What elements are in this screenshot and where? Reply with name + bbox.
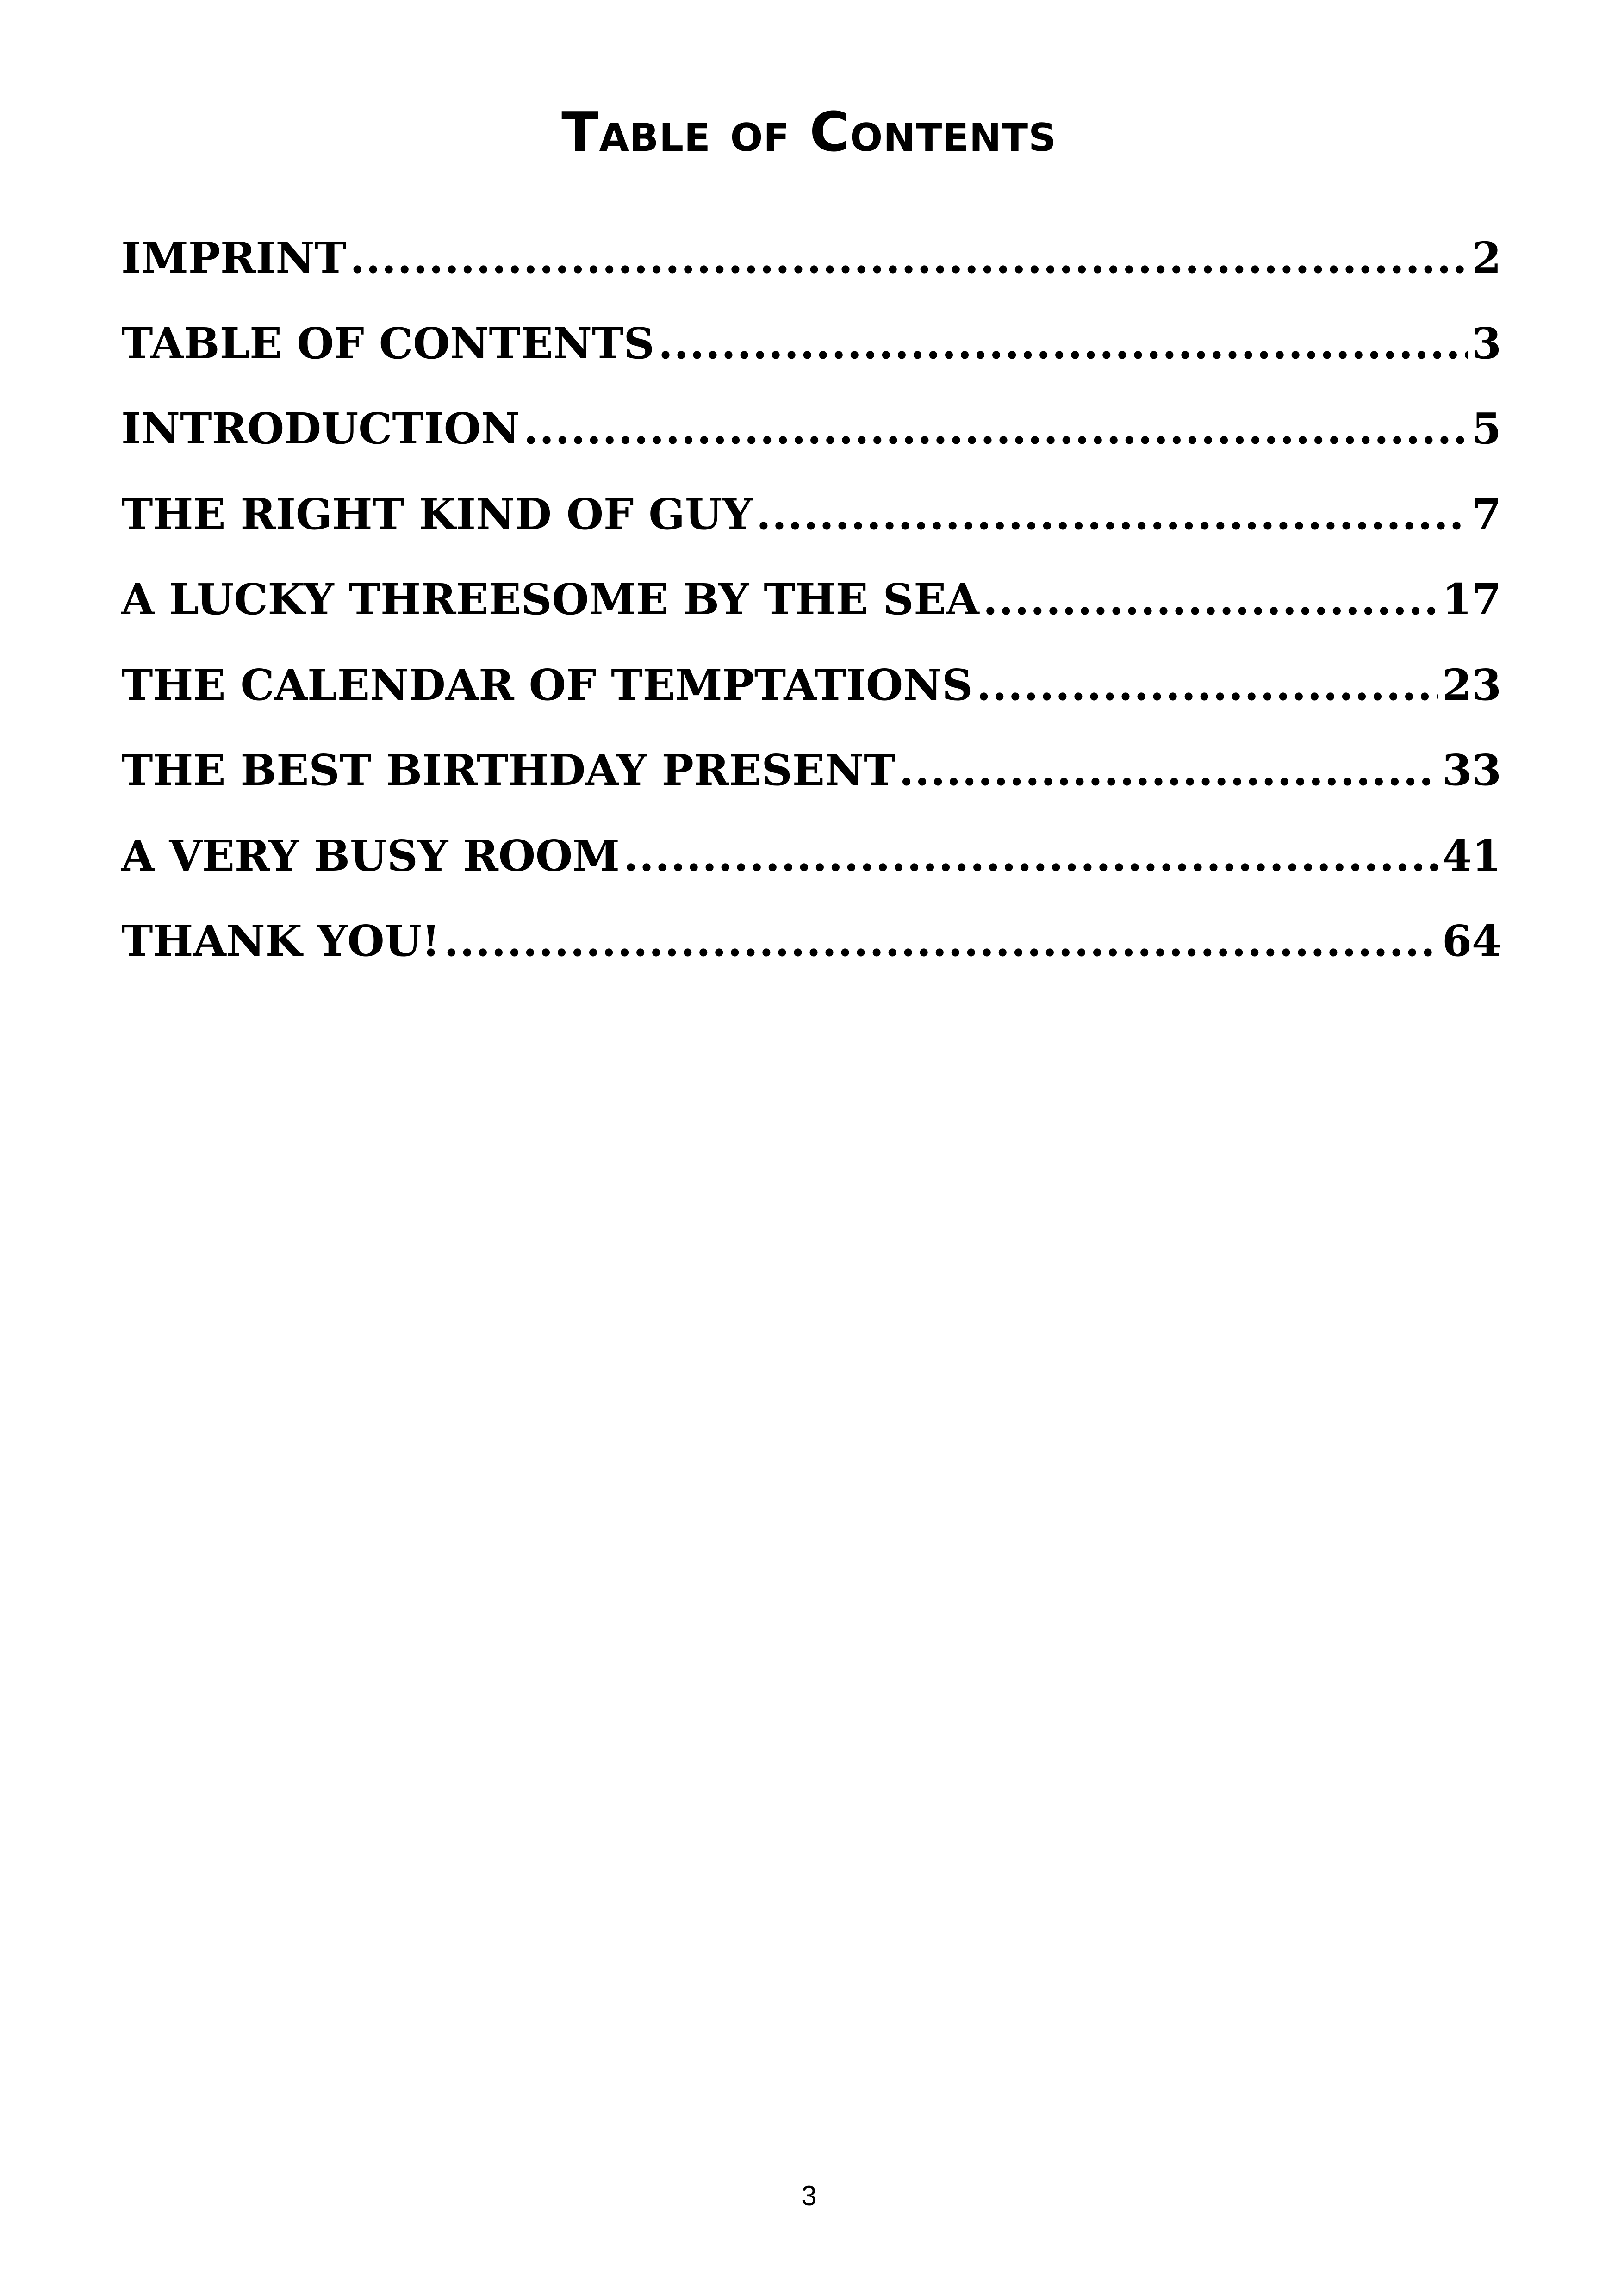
toc-entry-right-kind-of-guy[interactable]	[121, 479, 1501, 565]
toc-entry-lucky-threesome[interactable]	[121, 565, 1501, 650]
dot-leader	[523, 394, 1468, 463]
toc-entry-table-of-contents[interactable]	[121, 309, 1501, 394]
toc-entry-page: 2	[1471, 233, 1501, 283]
toc-entry-label: A LUCKY THREESOME BY THE SEA	[121, 574, 979, 624]
toc-entry-very-busy-room[interactable]	[121, 821, 1501, 907]
toc-entry-label: THE RIGHT KIND OF GUY	[121, 489, 753, 539]
toc-entry-page: 5	[1471, 404, 1501, 454]
toc-entry-page: 23	[1442, 660, 1501, 710]
dot-leader	[623, 821, 1438, 890]
toc-entry-label: THE CALENDAR OF TEMPTATIONS	[121, 660, 973, 710]
toc-entry-label: INTRODUCTION	[121, 404, 520, 454]
toc-entry-label: IMPRINT	[121, 233, 347, 283]
toc-entry-page: 3	[1471, 318, 1501, 368]
toc-entry-page: 7	[1471, 489, 1501, 539]
toc-entry-label: TABLE OF CONTENTS	[121, 318, 654, 368]
toc-entry-imprint[interactable]	[121, 223, 1501, 309]
page-number: 3	[801, 2180, 817, 2211]
toc-entry-label: A VERY BUSY ROOM	[121, 830, 620, 881]
dot-leader	[756, 479, 1468, 549]
toc-entry-introduction[interactable]	[121, 394, 1501, 479]
dot-leader	[977, 650, 1438, 720]
toc-entry-label: THANK YOU!	[121, 916, 441, 966]
dot-leader	[899, 735, 1438, 805]
toc-entry-page: 33	[1442, 745, 1501, 795]
toc-entry-page: 41	[1442, 830, 1501, 881]
toc-entry-label: THE BEST BIRTHDAY PRESENT	[121, 745, 896, 795]
page-title: Table of Contents	[561, 100, 1057, 164]
dot-leader	[658, 309, 1468, 378]
toc-entry-page: 64	[1442, 916, 1501, 966]
table-of-contents	[121, 223, 1501, 992]
dot-leader	[444, 906, 1438, 976]
toc-entry-page: 17	[1442, 574, 1501, 624]
toc-entry-thank-you[interactable]	[121, 906, 1501, 992]
toc-entry-best-birthday-present[interactable]	[121, 735, 1501, 821]
toc-entry-calendar-of-temptations[interactable]	[121, 650, 1501, 736]
dot-leader	[983, 565, 1438, 634]
dot-leader	[350, 223, 1468, 292]
